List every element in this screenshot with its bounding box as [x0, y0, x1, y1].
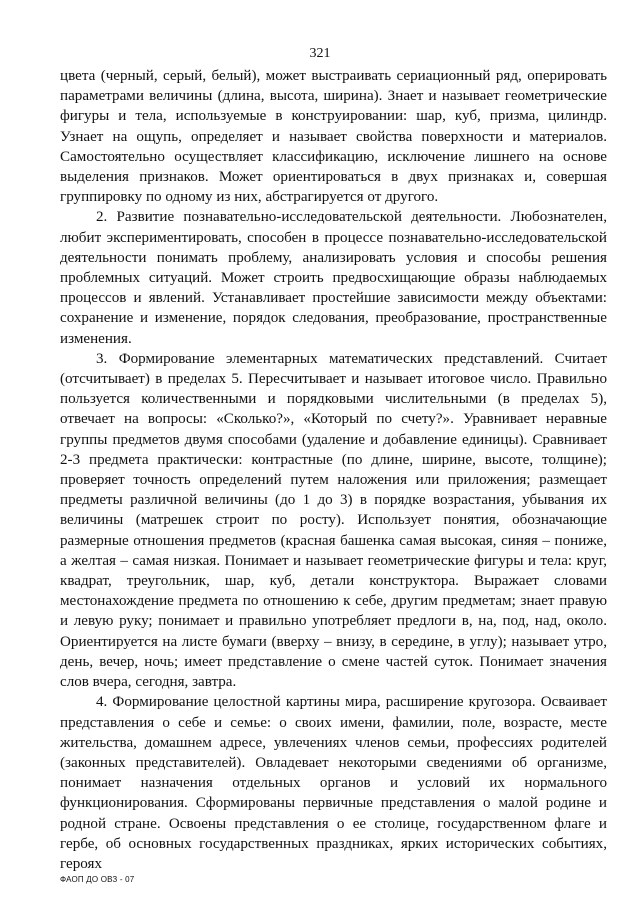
footer-document-code: ФАОП ДО ОВЗ - 07	[60, 875, 135, 884]
page-number: 321	[309, 46, 331, 61]
paragraph-math-representations: 3. Формирование элементарных математических представлений. Считает (отсчитывает) в пределах 5. Пересчитывает и называет итоговое число. Правильно пользуется количественными и порядковыми числительными (в пределах 5), отвечает на вопросы: «Сколько?», «Который по счету?». Уравнивает неравные группы предметов двумя способами (удаление и добавление единицы). Сравнивает 2-3 предмета практически: контрастные (по длине, ширине, высоте, толщине); проверяет точность определений путем наложения или приложения; размещает предметы различной величины (до 1 до 3) в порядке возрастания, убывания их величины (матрешек строит по росту). Использует понятия, обозначающие размерные отношения предметов (красная башенка самая высокая, синяя – пониже, а желтая – самая низкая. Понимает и называет геометрические фигуры и тела: круг, квадрат, треугольник, шар, куб, детали конструктора. Выражает словами местонахождение предмета по отношению к себе, другим предметам; знает правую и левую руку; понимает и правильно употребляет предлоги в, на, под, над, около. Ориентируется на листе бумаги (вверху – внизу, в середине, в углу); называет утро, день, вечер, ночь; имеет представление о смене частей суток. Понимает значения слов вчера, сегодня, завтра.	[60, 350, 607, 691]
paragraph-continuation: цвета (черный, серый, белый), может выстраивать сериационный ряд, оперировать параметрами величины (длина, высота, ширина). Знает и называет геометрические фигуры и тела, используемые в конструировании: шар, куб, призма, цилиндр. Узнает на ощупь, определяет и называет свойства поверхности и материалов. Самостоятельно осуществляет классификацию, исключение лишнего на основе выделения признаков. Может ориентироваться в двух признаках и, совершая группировку по одному из них, абстрагируется от другого.	[60, 68, 607, 206]
paragraph-cognitive-research: 2. Развитие познавательно-исследовательской деятельности. Любознателен, любит экспериментировать, способен в процессе познавательно-исследовательской деятельности понимать проблему, анализировать условия и способы решения проблемных ситуаций. Может строить предвосхищающие образы наблюдаемых процессов и явлений. Устанавливает простейшие зависимости между объектами: сохранение и изменение, порядок следования, преобразование, пространственные изменения.	[60, 209, 607, 347]
body-text	[60, 66, 607, 874]
paragraph-world-picture: 4. Формирование целостной картины мира, расширение кругозора. Осваивает представления о себе и семье: о своих имени, фамилии, поле, возрасте, месте жительства, домашнем адресе, увлечениях членов семьи, профессиях родителей (законных представителей). Овладевает некоторыми сведениями об организме, понимает назначения отдельных органов и условий их нормального функционирования. Сформированы первичные представления о малой родине и родной стране. Освоены представления о ее столице, государственном флаге и гербе, об основных государственных праздниках, ярких исторических событиях, героях	[60, 694, 607, 872]
